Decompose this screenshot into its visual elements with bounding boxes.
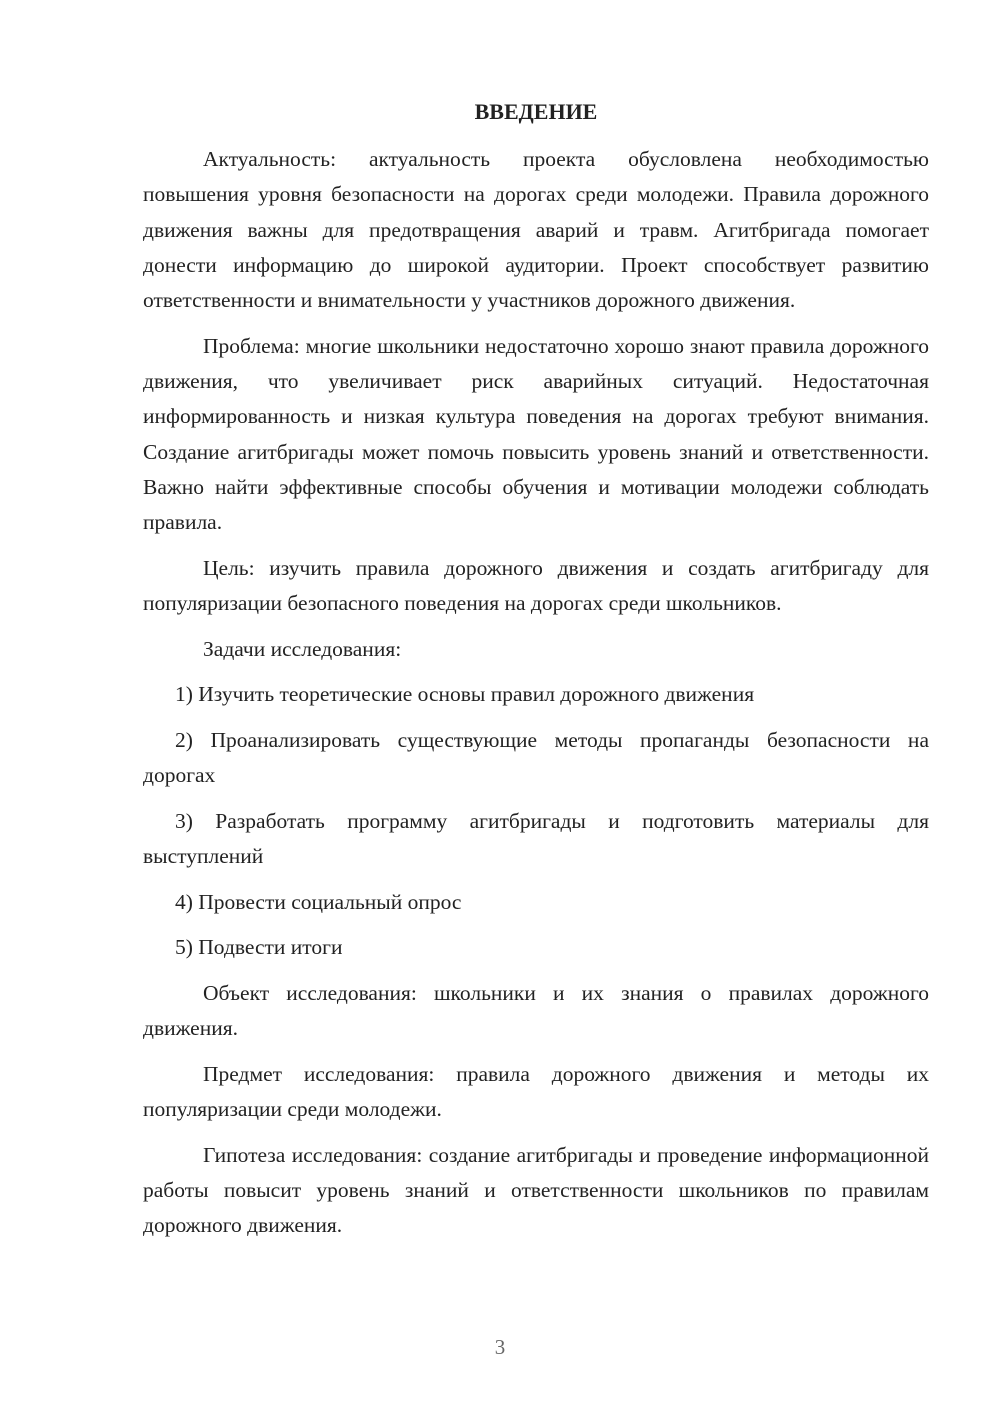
paragraph-object: Объект исследования: школьники и их знания о правилах дорожного движения. <box>143 980 929 1041</box>
section-title: ВВЕДЕНИЕ <box>474 99 598 124</box>
paragraph-subject: Предмет исследования: правила дорожного движения и методы их популяризации среди молодежи. <box>143 1061 929 1122</box>
task-item-5: 5) Подвести итоги <box>175 935 343 960</box>
tasks-heading: Задачи исследования: <box>203 636 402 661</box>
page-number: 3 <box>494 1335 506 1359</box>
paragraph-relevance: Актуальность: актуальность проекта обусловлена необходимостью повышения уровня безопасности на дорогах среди молодежи. Правила дорожного движения важны для предотвращения аварий и травм. Агитбригада помогает донести информацию до широкой аудитории. Проект способствует развитию ответственности и внимательности у участников дорожного движения. <box>143 147 929 313</box>
task-item-1: 1) Изучить теоретические основы правил дорожного движения <box>175 682 755 707</box>
document-body <box>143 142 929 1254</box>
paragraph-problem: Проблема: многие школьники недостаточно хорошо знают правила дорожного движения, что увеличивает риск аварийных ситуаций. Недостаточная информированность и низкая культура поведения на дорогах требуют внимания. Создание агитбригады может помочь повысить уровень знаний и ответственности. Важно найти эффективные способы обучения и мотивации молодежи соблюдать правила. <box>143 333 929 535</box>
task-item-2: 2) Проанализировать существующие методы пропаганды безопасности на дорогах <box>143 727 929 788</box>
task-item-3: 3) Разработать программу агитбригады и подготовить материалы для выступлений <box>143 808 929 869</box>
paragraph-goal: Цель: изучить правила дорожного движения и создать агитбригаду для популяризации безопасного поведения на дорогах среди школьников. <box>143 555 929 616</box>
paragraph-hypothesis: Гипотеза исследования: создание агитбригады и проведение информационной работы повысит уровень знаний и ответственности школьников по правилам дорожного движения. <box>143 1142 929 1238</box>
task-item-4: 4) Провести социальный опрос <box>175 889 462 914</box>
